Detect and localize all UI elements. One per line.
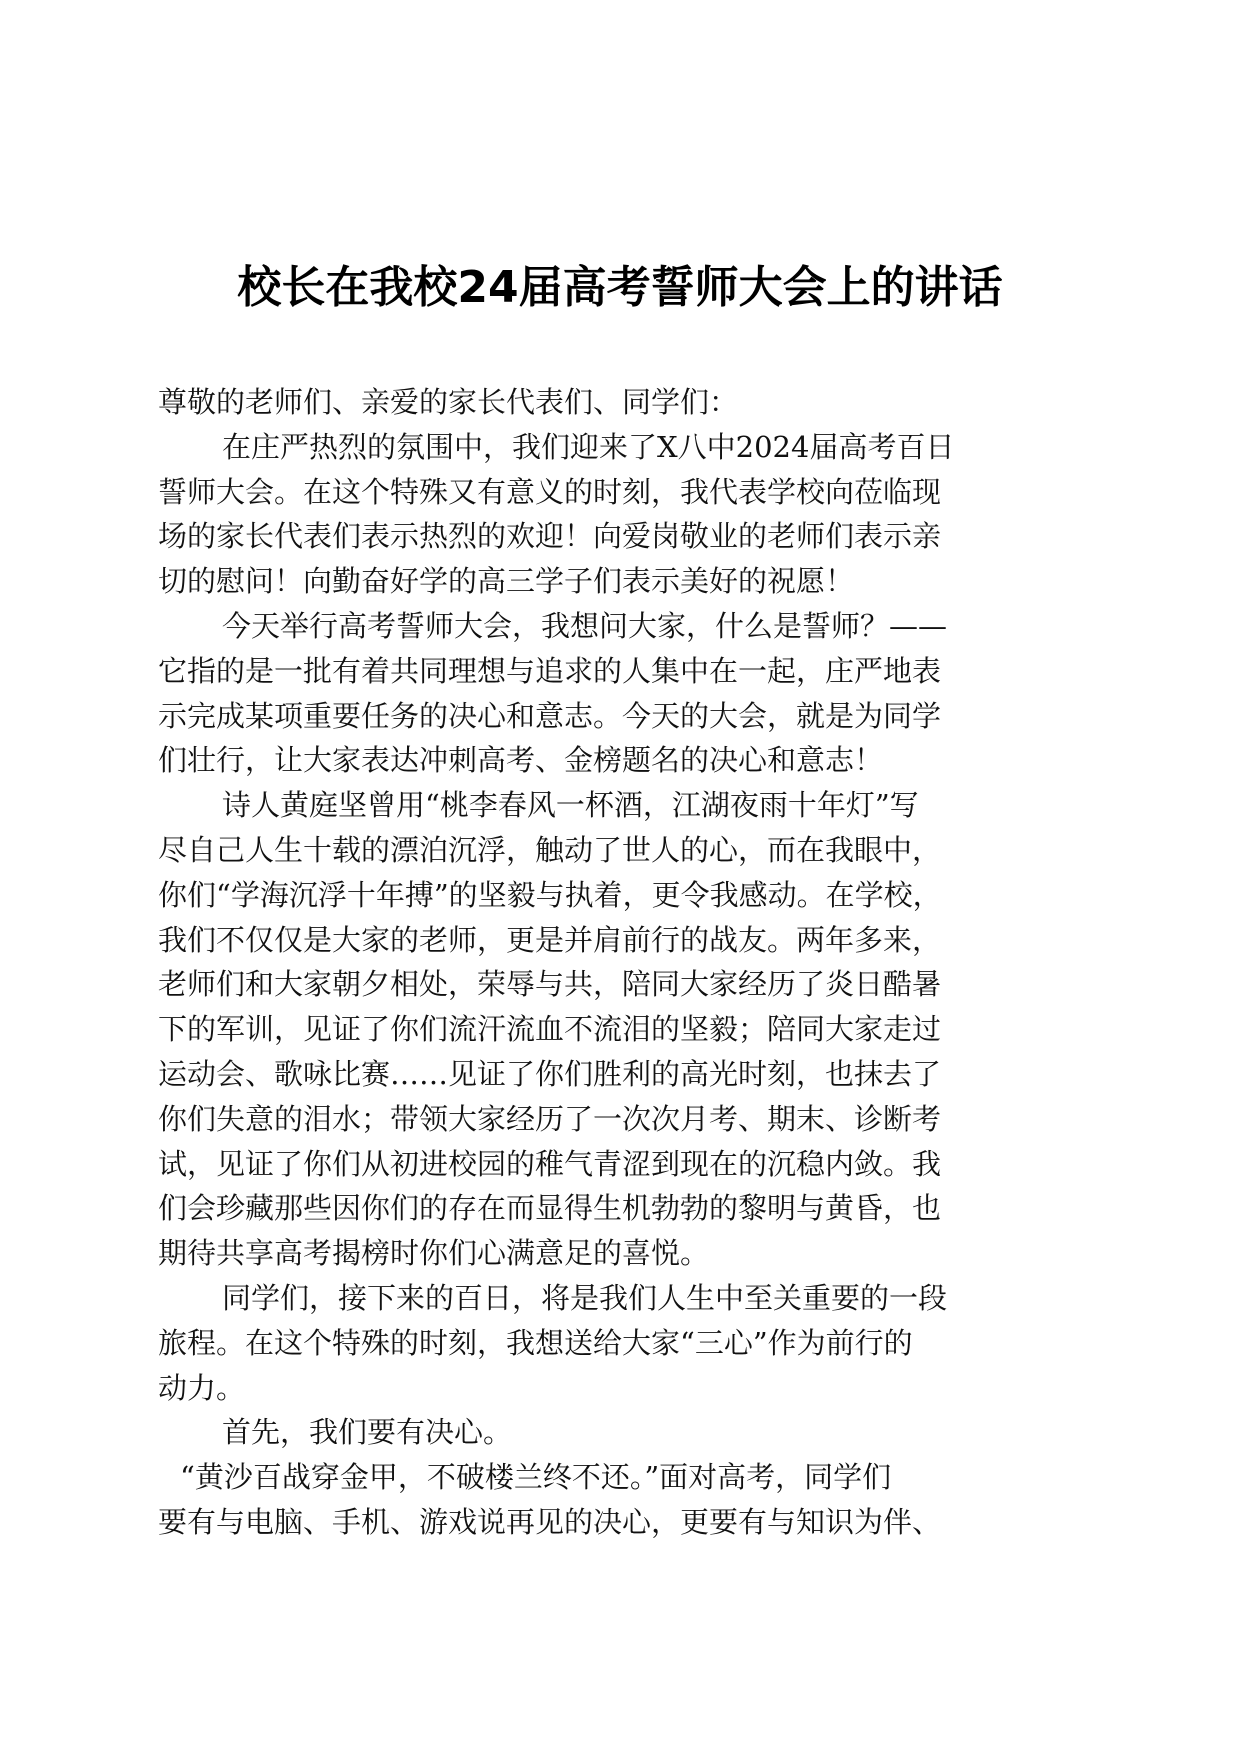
text-line: 动力。 <box>158 1370 246 1405</box>
speech-body <box>158 380 1088 1545</box>
text-line: 今天举行高考誓师大会，我想问大家，什么是誓师？—— <box>222 608 948 643</box>
text-line: 老师们和大家朝夕相处，荣辱与共，陪同大家经历了炎日酷暑 <box>158 967 942 1002</box>
text-line: 你们“学海沉浮十年搏”的坚毅与执着，更令我感动。在学校， <box>158 877 942 912</box>
text-line: 旅程。在这个特殊的时刻，我想送给大家“三心”作为前行的 <box>158 1325 913 1360</box>
text-line: 我们不仅仅是大家的老师，更是并肩前行的战友。两年多来， <box>158 922 942 957</box>
text-line: 们会珍藏那些因你们的存在而显得生机勃勃的黎明与黄昏，也 <box>158 1191 942 1226</box>
text-line: 们壮行，让大家表达冲刺高考、金榜题名的决心和意志！ <box>158 743 884 778</box>
text-line: 切的慰问！向勤奋好学的高三学子们表示美好的祝愿！ <box>158 564 855 599</box>
text-line: 首先，我们要有决心。 <box>222 1415 513 1450</box>
text-line: 诗人黄庭坚曾用“桃李春风一杯酒，江湖夜雨十年灯”写 <box>222 788 919 823</box>
text-line: 尽自己人生十载的漂泊沉浮，触动了世人的心，而在我眼中， <box>158 832 942 867</box>
text-line: 下的军训，见证了你们流汗流血不流泪的坚毅；陪同大家走过 <box>158 1012 942 1047</box>
text-line: 要有与电脑、手机、游戏说再见的决心，更要有与知识为伴、 <box>158 1504 942 1539</box>
text-line: 它指的是一批有着共同理想与追求的人集中在一起，庄严地表 <box>158 653 942 688</box>
text-line: 试，见证了你们从初进校园的稚气青涩到现在的沉稳内敛。我 <box>158 1146 942 1181</box>
text-line: 示完成某项重要任务的决心和意志。今天的大会，就是为同学 <box>158 698 942 733</box>
text-line: 誓师大会。在这个特殊又有意义的时刻，我代表学校向莅临现 <box>158 474 942 509</box>
text-line: 同学们，接下来的百日，将是我们人生中至关重要的一段 <box>222 1280 948 1315</box>
page-title: 校长在我校24届高考誓师大会上的讲话 <box>237 262 1003 313</box>
text-line: 场的家长代表们表示热烈的欢迎！向爱岗敬业的老师们表示亲 <box>158 519 942 554</box>
text-line: 运动会、歌咏比赛……见证了你们胜利的高光时刻，也抹去了 <box>158 1056 942 1091</box>
text-line: “黄沙百战穿金甲，不破楼兰终不还。”面对高考，同学们 <box>180 1460 892 1495</box>
text-line: 在庄严热烈的氛围中，我们迎来了X八中2024届高考百日 <box>222 429 955 464</box>
text-line: 期待共享高考揭榜时你们心满意足的喜悦。 <box>158 1236 710 1271</box>
salutation: 尊敬的老师们、亲爱的家长代表们、同学们： <box>158 385 739 419</box>
text-line: 你们失意的泪水；带领大家经历了一次次月考、期末、诊断考 <box>158 1101 942 1136</box>
